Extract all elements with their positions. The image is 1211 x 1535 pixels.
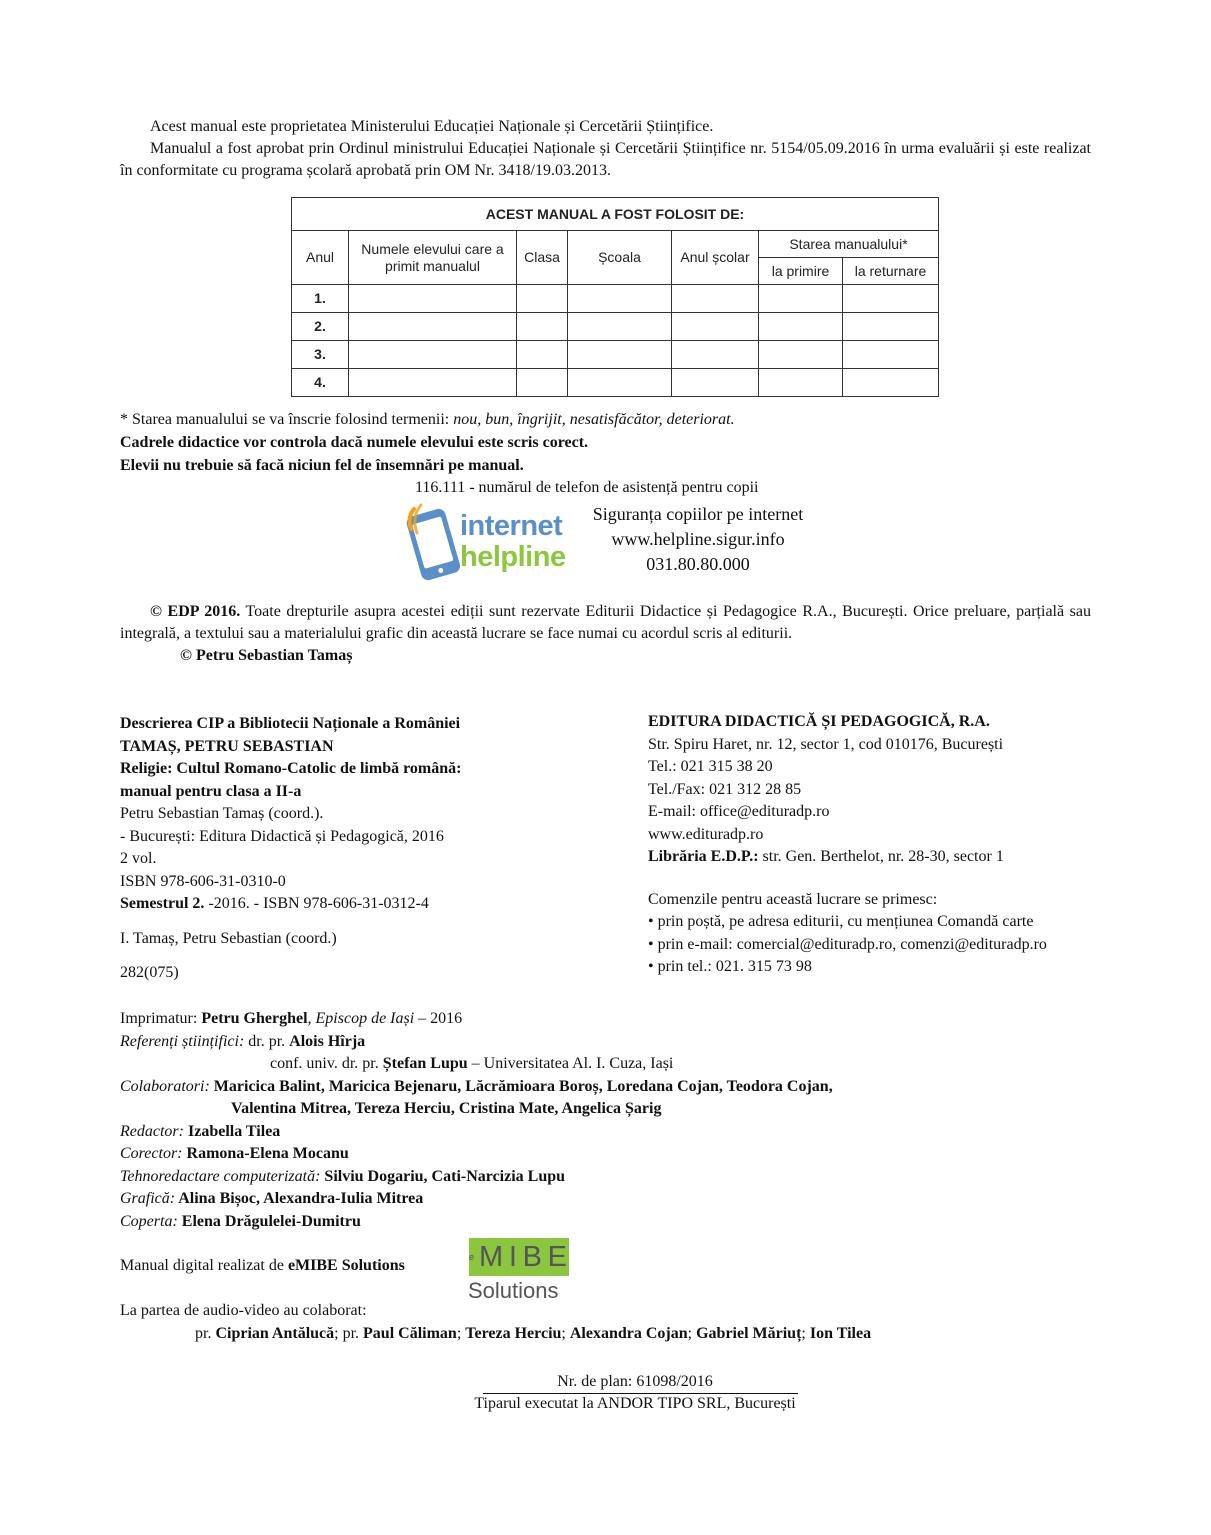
intro-approval: Manualul a fost aprobat prin Ordinul ministrului Educației Naționale și Cercetării Științifice nr. 5154/05.09.2016 în urma evaluării și este realizat în conformitate cu programa școlară aprobată prin OM Nr. 3418/19.03.2013. [120,140,1091,179]
starea-note-terms: nou, bun, îngrijit, nesatisfăcător, deteriorat. [453,411,735,428]
audio-video-names [120,1323,871,1346]
credit-imprimatur [120,1008,1080,1031]
audio-sep: ; [456,1324,466,1342]
cip-description [120,713,590,985]
col-header-clasa: Clasa [517,231,568,285]
imprimatur-year: – 2016 [414,1010,463,1027]
redactor-name: Izabella Tilea [183,1122,281,1140]
cip-isbn: ISBN 978-606-31-0310-0 [120,872,286,890]
table-cell [568,285,672,313]
corector-name: Ramona-Elena Mocanu [182,1145,349,1162]
logo-word-internet: internet [460,510,563,542]
redactor-label: Redactor: [120,1122,184,1140]
digital-manual-credit [120,1255,405,1277]
table-cell [349,285,517,313]
audio-name: Ion Tilea [809,1324,872,1342]
referent2-prefix: conf. univ. dr. pr. [270,1055,383,1072]
cip-title: Religie: Cultul Romano-Catolic de limbă română: [120,760,462,777]
helpline-number: 031.80.80.000 [646,554,750,574]
audio-sep: ; [561,1324,570,1342]
order-by-email: • prin e-mail: comercial@edituradp.ro, comenzi@edituradp.ro [648,935,1047,953]
table-cell [759,341,843,369]
audio-sep: ; [801,1324,810,1342]
col-header-la-returnare: la returnare [843,258,939,285]
table-cell [517,313,568,341]
copyright-edp-text: Toate drepturile asupra acestei ediții sunt rezervate Editurii Didactice și Pedagogice R.A., București. Orice preluare, parțială sau integrală, a textului sau a materialului grafic din această lucrare se face numai cu acordul scris al editurii. [120,603,1091,642]
table-cell [517,369,568,397]
copyright-author: © Petru Sebastian Tamaș [180,647,353,664]
cip-volumes: 2 vol. [120,850,157,867]
publisher-email[interactable]: E-mail: office@edituradp.ro [648,803,830,820]
imprimatur-role: , Episcop de Iași [307,1010,415,1027]
audio-sep: ; [687,1324,697,1342]
digital-company: eMIBE Solutions [287,1257,405,1274]
table-cell [568,341,672,369]
table-cell [568,313,672,341]
emibe-letter: M [479,1241,504,1273]
publisher-info [648,711,1108,979]
intro-ownership: Acest manual este proprietatea Ministerului Educației Naționale și Cercetării Științifice. [150,118,714,135]
elevii-note: Elevii nu trebuie să facă niciun fel de însemnări pe manual. [120,457,524,474]
cadrele-note: Cadrele didactice vor controla dacă numele elevului este scris corect. [120,434,589,451]
credit-colaboratori [120,1076,1080,1099]
col-header-anul: Anul [292,231,349,285]
bookstore-address: str. Gen. Berthelot, nr. 28-30, sector 1 [758,848,1004,865]
table-cell [672,341,759,369]
publisher-tel: Tel.: 021 315 38 20 [648,758,773,775]
table-cell [517,341,568,369]
table-cell [349,313,517,341]
credit-redactor [120,1121,1080,1144]
helpline-safety: Siguranța copiilor pe internet [592,504,804,524]
cip-semester-isbn: -2016. - ISBN 978-606-31-0312-4 [204,895,429,912]
publisher-telfax: Tel./Fax: 021 312 28 85 [648,780,802,798]
emibe-letter: E [547,1241,567,1273]
audio-video-title: La partea de audio-video au colaborat: [120,1302,367,1319]
table-cell [843,285,939,313]
audio-name: Paul Căliman [363,1324,457,1342]
col-header-anul-scolar: Anul școlar [672,231,759,285]
colaboratori-line1: Maricica Balint, Maricica Bejenaru, Lăcrămioara Boroș, Loredana Cojan, Teodora Cojan, [209,1077,833,1095]
credit-coperta [120,1211,1080,1234]
table-row [292,369,939,397]
cip-semester-label: Semestrul 2. [120,895,205,912]
audio-name: Tereza Herciu [465,1324,562,1342]
table-cell [672,369,759,397]
emibe-logo-letters [479,1241,567,1273]
cip-index: I. Tamaș, Petru Sebastian (coord.) [120,929,337,947]
grafica-label: Grafică: [120,1190,176,1207]
bookstore-label: Librăria E.D.P.: [648,848,759,865]
helpline-info [572,502,824,577]
emibe-logo [467,1238,575,1304]
imprimatur-name: Petru Gherghel [201,1010,308,1027]
audio-video-section [120,1300,871,1345]
credits-section [120,1008,1080,1233]
intro-section [120,116,1091,182]
referenti-label: Referenți științifici: [120,1032,245,1050]
col-header-starea: Starea manualului* [759,231,939,258]
publisher-website[interactable]: www.edituradp.ro [648,825,764,843]
emibe-logo-e: e [469,1252,475,1262]
publisher-bookstore [648,846,1108,869]
copyright-edp [120,601,1091,645]
row-number: 1. [292,285,349,313]
table-cell [843,369,939,397]
audio-name: Ciprian Antălucă [215,1324,335,1342]
table-cell [672,285,759,313]
publisher-address: Str. Spiru Haret, nr. 12, sector 1, cod 010176, București [648,735,1004,753]
corector-label: Corector: [120,1145,183,1162]
col-header-scoala: Școala [568,231,672,285]
cip-heading: Descrierea CIP a Bibliotecii Naționale a României [120,715,461,732]
referent1-name: Alois Hîrja [289,1032,366,1050]
row-number: 4. [292,369,349,397]
table-cell [672,313,759,341]
tehno-label: Tehnoredactare computerizată: [120,1167,321,1185]
table-row [292,313,939,341]
cip-udc: 282(075) [120,964,179,981]
table-cell [349,369,517,397]
cip-author: TAMAȘ, PETRU SEBASTIAN [120,737,334,755]
table-cell [843,313,939,341]
audio-sep: pr. [195,1324,216,1342]
table-cell [349,341,517,369]
credit-corector [120,1143,1080,1166]
coperta-label: Coperta: [120,1212,178,1230]
helpline-website[interactable]: www.helpline.sigur.info [611,529,785,549]
table-row [292,285,939,313]
credit-grafica [120,1188,1080,1211]
starea-note-prefix: * Starea manualului se va înscrie folosind termenii: [120,411,454,428]
credit-referenti [120,1031,1080,1054]
cip-semester [120,893,590,916]
grafica-name: Alina Bișoc, Alexandra-Iulia Mitrea [175,1190,424,1207]
imprimatur-label: Imprimatur: [120,1010,202,1027]
plan-number: Nr. de plan: 61098/2016 [557,1373,713,1390]
helpline-phone-line: 116.111 - numărul de telefon de asistență pentru copii [415,479,759,496]
copyright-section [120,601,1091,667]
notes-section [120,408,1020,477]
audio-name: Gabriel Măriuț [696,1324,802,1342]
printer-info: Tiparul executat la ANDOR TIPO SRL, București [474,1395,796,1412]
cip-publisher: - București: Editura Didactică și Pedagogică, 2016 [120,827,444,845]
table-cell [517,285,568,313]
logo-word-helpline: helpline [460,541,566,573]
usage-table [291,197,939,397]
starea-note [120,408,1020,431]
order-by-mail: • prin poștă, pe adresa editurii, cu mențiunea Comandă carte [648,913,1034,930]
order-by-phone: • prin tel.: 021. 315 73 98 [648,958,812,975]
table-cell [759,285,843,313]
tehno-name: Silviu Dogariu, Cati-Narcizia Lupu [320,1167,566,1185]
coperta-name: Elena Drăgulelei-Dumitru [177,1212,361,1230]
copyright-edp-label: © EDP 2016. [150,603,241,620]
publisher-name: EDITURA DIDACTICĂ ȘI PEDAGOGICĂ, R.A. [648,713,990,730]
emibe-logo-solutions: Solutions [468,1278,559,1303]
table-row [292,341,939,369]
row-number: 2. [292,313,349,341]
digital-prefix: Manual digital realizat de [120,1257,288,1274]
col-header-la-primire: la primire [759,258,843,285]
orders-title: Comenzile pentru această lucrare se primesc: [648,890,938,908]
audio-name: Alexandra Cojan [569,1324,688,1342]
cip-subtitle: manual pentru clasa a II-a [120,782,302,800]
divider [483,1393,798,1394]
row-number: 3. [292,341,349,369]
table-cell [568,369,672,397]
table-cell [759,369,843,397]
colaboratori-label: Colaboratori: [120,1077,210,1095]
emibe-letter: B [522,1241,542,1273]
referent2-name: Ștefan Lupu [382,1055,468,1072]
table-title: ACEST MANUAL A FOST FOLOSIT DE: [292,198,939,231]
table-cell [843,341,939,369]
emibe-letter: I [508,1241,517,1273]
credit-tehnoredactare [120,1166,1080,1189]
credit-referent2 [120,1053,1080,1076]
referent1-prefix: dr. pr. [244,1032,290,1050]
referent2-rest: – Universitatea Al. I. Cuza, Iași [467,1055,674,1072]
table-cell [759,313,843,341]
audio-sep: ; pr. [334,1324,364,1342]
cip-coord: Petru Sebastian Tamaș (coord.). [120,805,324,822]
colaboratori-line2: Valentina Mitrea, Tereza Herciu, Cristina Mate, Angelica Șarig [231,1100,662,1117]
internet-helpline-logo [405,503,567,581]
col-header-numele: Numele elevului care a primit manualul [349,231,517,285]
